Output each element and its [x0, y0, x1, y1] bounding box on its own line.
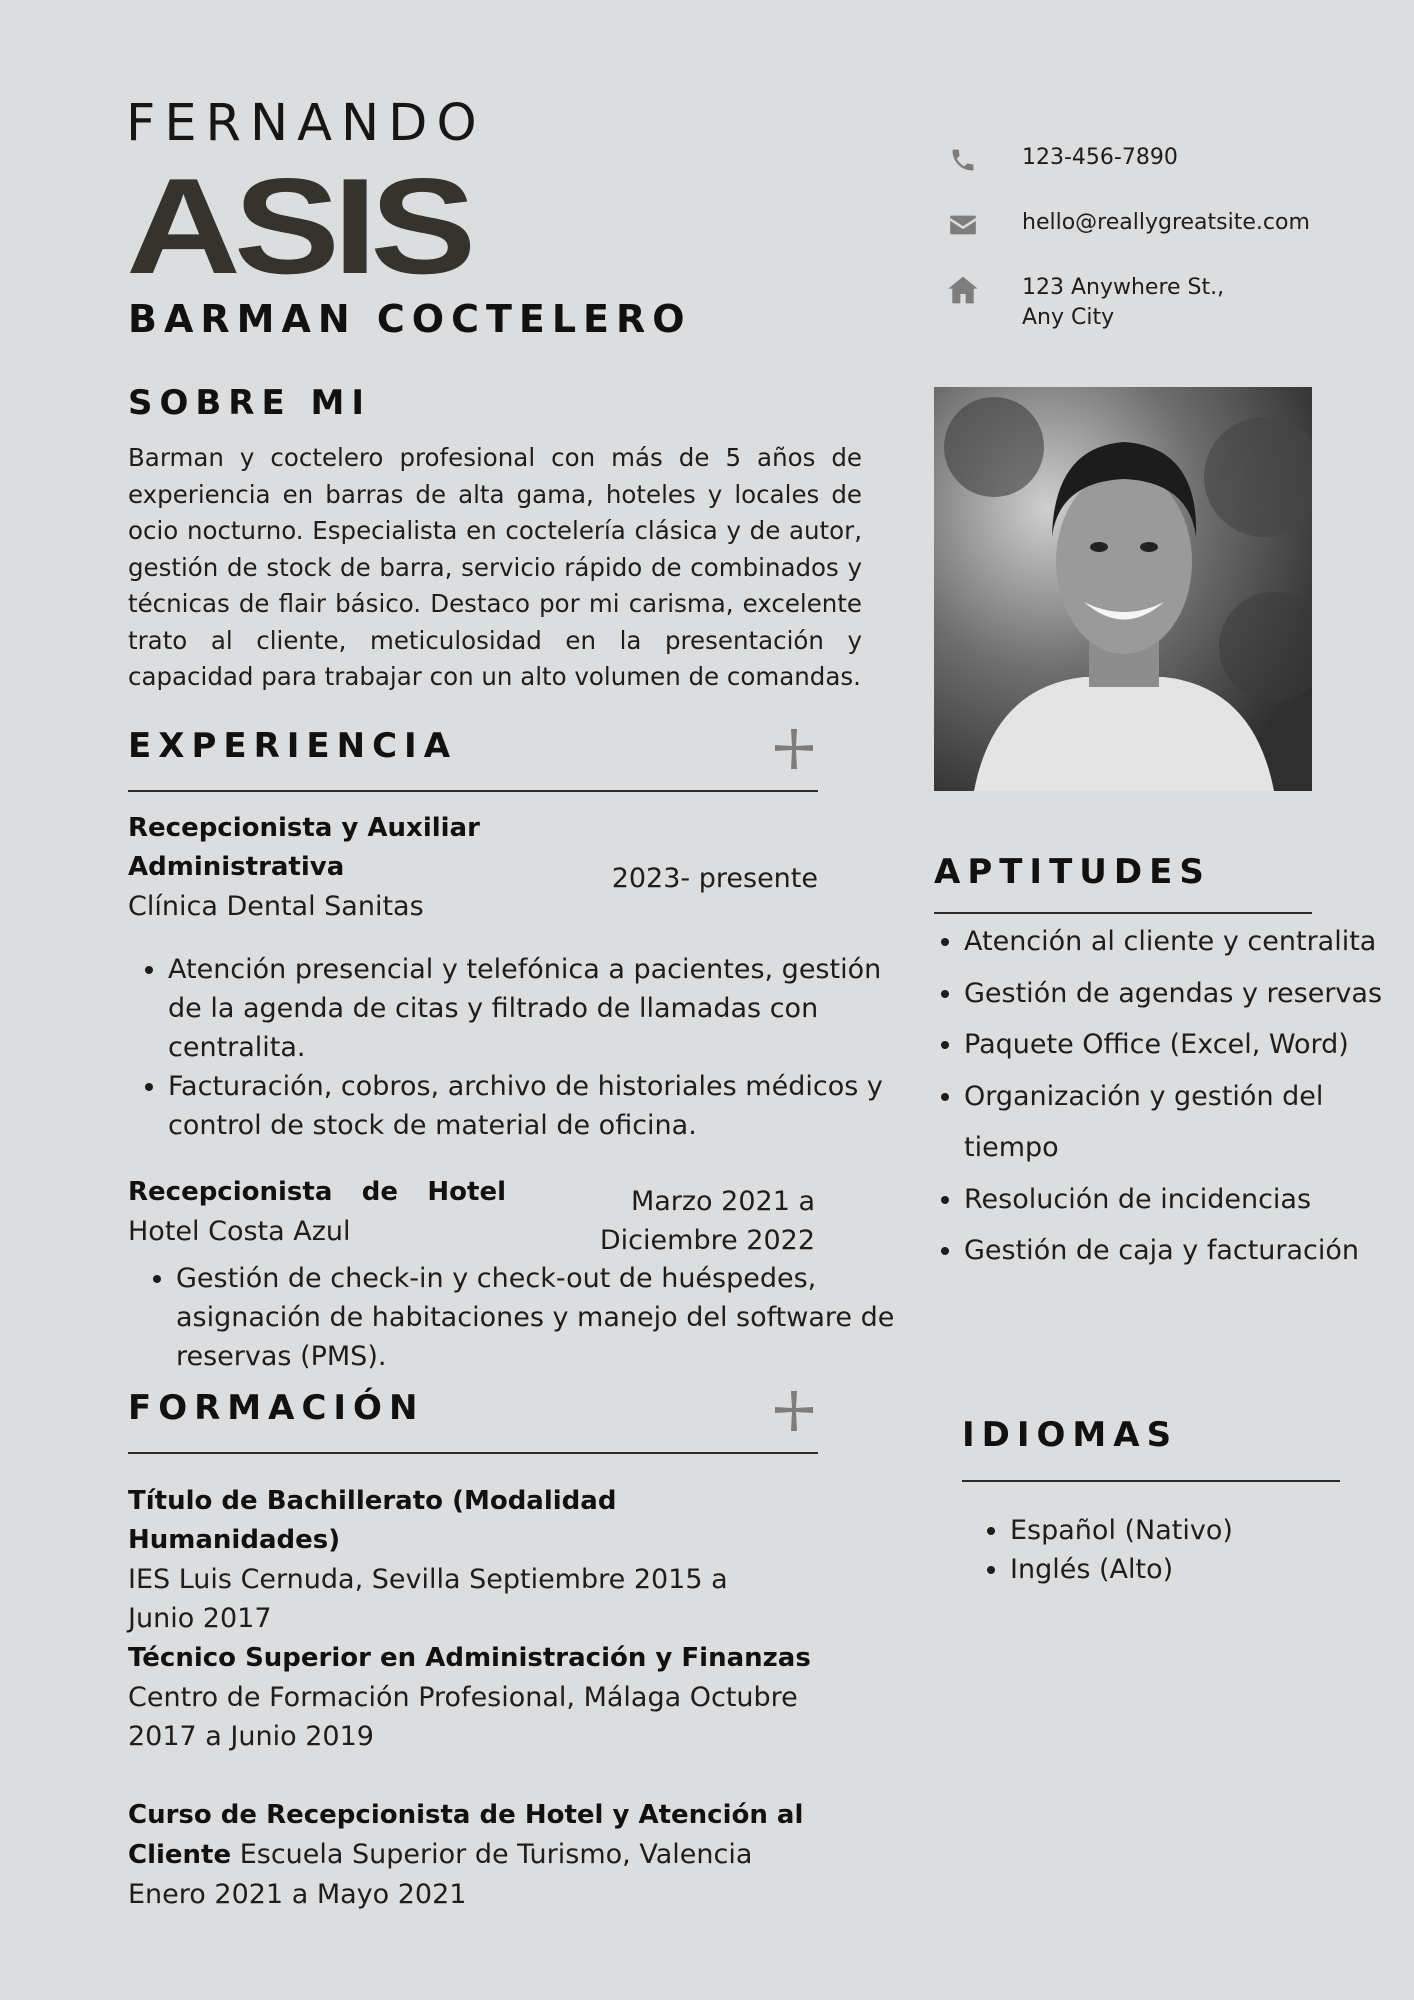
job-2-role: Recepcionista de Hotel [128, 1177, 506, 1207]
experience-divider [128, 790, 818, 792]
job-title: BARMAN COCTELERO [128, 297, 692, 341]
education-2-degree: Técnico Superior en Administración y Finanzas [128, 1643, 811, 1673]
plus-sparkle-icon [772, 1384, 816, 1442]
education-2-details: Centro de Formación Profesional, Málaga Octubre 2017 a Junio 2019 [128, 1682, 798, 1752]
job-2-company: Hotel Costa Azul [128, 1216, 351, 1247]
envelope-icon [946, 208, 980, 242]
job-1-bullets [128, 950, 918, 1145]
education-item-1 [128, 1482, 828, 1638]
last-name: ASIS [126, 150, 470, 302]
job-2-dates [600, 1182, 815, 1260]
skills-list [934, 916, 1384, 1277]
skills-divider [934, 912, 1312, 914]
job-2-dates-line2: Diciembre 2022 [599, 1225, 815, 1256]
address-line-1: 123 Anywhere St., [1022, 275, 1225, 300]
languages-list [962, 1511, 1410, 1589]
job-1-bullet-2: • Facturación, cobros, archivo de historiales médicos y control de stock de material de oficina. [168, 1067, 918, 1145]
job-1-header [128, 809, 688, 926]
job-1-role-line1: Recepcionista y Auxiliar [128, 813, 480, 843]
address [1022, 273, 1224, 333]
education-title: FORMACIÓN [128, 1388, 425, 1428]
job-1-company: Clínica Dental Sanitas [128, 891, 424, 922]
job-1-dates: 2023- presente [611, 863, 818, 894]
email-address: hello@reallygreatsite.com [1022, 210, 1310, 235]
job-2-bullets [136, 1259, 926, 1376]
skill-item: • Atención al cliente y centralita [964, 916, 1384, 968]
skill-item: • Organización y gestión del tiempo [964, 1071, 1384, 1174]
education-3-details: Escuela Superior de Turismo, Valencia Enero 2021 a Mayo 2021 [128, 1839, 753, 1910]
skill-item: • Resolución de incidencias [964, 1174, 1384, 1226]
contact-phone [946, 143, 1178, 177]
job-1-bullet-1: • Atención presencial y telefónica a pacientes, gestión de la agenda de citas y filtrado de llamadas con centralita. [168, 950, 918, 1067]
languages-title: IDIOMAS [962, 1415, 1179, 1455]
first-name: FERNANDO [126, 94, 486, 153]
skill-item: • Gestión de caja y facturación [964, 1225, 1384, 1277]
education-3-degree: Curso de Recepcionista de Hotel y Atención al Cliente [128, 1800, 804, 1870]
education-divider [128, 1452, 818, 1454]
education-1-degree: Título de Bachillerato (Modalidad Humanidades) [128, 1486, 617, 1555]
education-3-text [128, 1795, 828, 1914]
skills-title: APTITUDES [934, 852, 1211, 892]
job-1-role-line2: Administrativa [128, 852, 345, 882]
skill-item: • Paquete Office (Excel, Word) [964, 1019, 1384, 1071]
plus-sparkle-icon [772, 722, 816, 780]
contact-address [946, 273, 1224, 333]
home-icon [946, 273, 980, 307]
job-2-bullet-1: • Gestión de check-in y check-out de huéspedes, asignación de habitaciones y manejo del software de reservas (PMS). [176, 1259, 926, 1376]
address-line-2: Any City [1022, 305, 1115, 330]
profile-photo [934, 387, 1312, 791]
about-text: Barman y coctelero profesional con más de 5 años de experiencia en barras de alta gama, hoteles y locales de ocio nocturno. Especialista en coctelería clásica y de autor, gestión de stock de barra, servicio rápido de combinados y técnicas de flair básico. Destaco por mi carisma, excelente trato al cliente, meticulosidad en la presentación y capacidad para trabajar con un alto volumen de comandas. [128, 443, 862, 691]
language-item: • Inglés (Alto) [1010, 1550, 1410, 1589]
education-1-details: IES Luis Cernuda, Sevilla Septiembre 2015 a Junio 2017 [128, 1564, 728, 1634]
phone-number: 123-456-7890 [1022, 145, 1178, 170]
education-item-3 [128, 1795, 828, 1914]
contact-email [946, 208, 1310, 242]
experience-title: EXPERIENCIA [128, 726, 458, 766]
skill-item: • Gestión de agendas y reservas [964, 968, 1384, 1020]
language-item: • Español (Nativo) [1010, 1511, 1410, 1550]
languages-divider [962, 1480, 1340, 1482]
about-title: SOBRE MI [128, 383, 372, 423]
education-item-2 [128, 1639, 828, 1756]
job-2-dates-line1: Marzo 2021 a [630, 1186, 815, 1217]
phone-icon [946, 143, 980, 177]
